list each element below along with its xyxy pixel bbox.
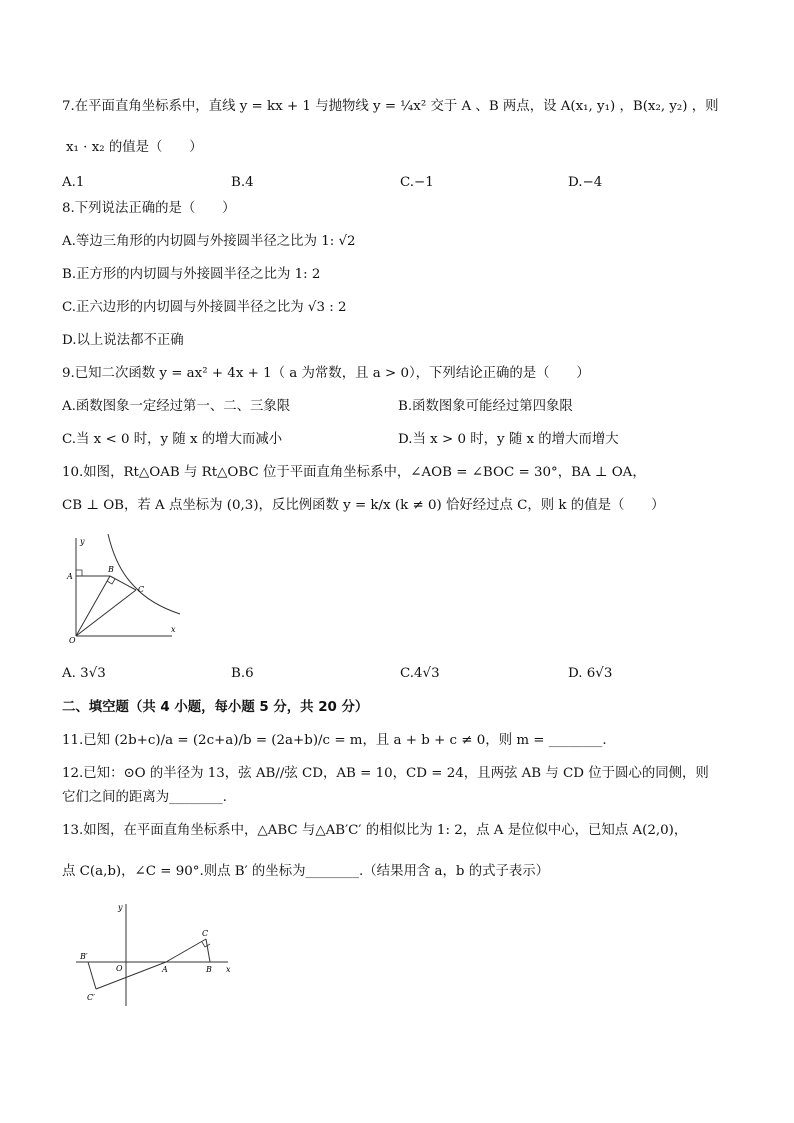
q7-option-a: A.1 — [62, 175, 85, 190]
q13-figure — [70, 898, 240, 1010]
q10-label-y: y — [80, 537, 85, 546]
q13-label-b: B — [206, 965, 212, 974]
q10-stem-line1: 10.如图，Rt△OAB 与 Rt△OBC 位于平面直角坐标系中，∠AOB = ∠BOC = 30°，BA ⊥ OA， — [62, 465, 646, 480]
q10-option-c: C.4√3 — [400, 666, 440, 681]
q13-label-o: O — [116, 964, 123, 973]
q10-label-b: B — [108, 565, 114, 574]
q13-label-c-prime: C′ — [87, 993, 95, 1002]
q10-stem-line2: CB ⊥ OB，若 A 点坐标为 (0,3)，反比例函数 y = k/x (k ≠ 0) 恰好经过点 C，则 k 的值是（ ） — [62, 498, 665, 513]
q9-option-d: D.当 x > 0 时，y 随 x 的增大而增大 — [398, 432, 619, 447]
q13-stem-line1: 13.如图，在平面直角坐标系中，△ABC 与△AB′C′ 的相似比为 1: 2，点 A 是位似中心，已知点 A(2,0)， — [62, 823, 688, 838]
section2-title: 二、填空题（共 4 小题，每小题 5 分，共 20 分） — [62, 700, 369, 715]
q10-segment-ob — [76, 576, 110, 636]
q8-option-d: D.以上说法都不正确 — [62, 333, 184, 348]
q13-label-c: C — [202, 929, 209, 938]
q9-option-c: C.当 x < 0 时，y 随 x 的增大而减小 — [62, 432, 283, 447]
q8-option-a: A.等边三角形的内切圆与外接圆半径之比为 1: √2 — [62, 234, 356, 249]
q10-label-a: A — [67, 572, 73, 581]
q10-label-c: C — [138, 585, 145, 594]
q13-segment-cb — [206, 939, 210, 962]
q10-option-b: B.6 — [231, 666, 254, 681]
q7-option-b: B.4 — [231, 175, 254, 190]
q13-stem-line2: 点 C(a,b)，∠C = 90°.则点 B′ 的坐标为________.（结果用含 a，b 的式子表示） — [62, 864, 550, 879]
q9-stem: 9.已知二次函数 y = ax² + 4x + 1（ a 为常数，且 a > 0），下列结论正确的是（ ） — [62, 366, 590, 381]
q9-option-b: B.函数图象可能经过第四象限 — [398, 399, 573, 414]
q10-hyperbola — [108, 534, 180, 614]
q10-figure — [64, 532, 190, 646]
q13-segment-ac — [166, 939, 206, 962]
q8-option-b: B.正方形的内切圆与外接圆半径之比为 1: 2 — [62, 267, 321, 282]
q7-option-c: C.−1 — [400, 175, 434, 190]
q10-segment-oc — [76, 590, 136, 636]
q10-option-d: D. 6√3 — [568, 666, 613, 681]
q13-label-b-prime: B′ — [80, 952, 88, 961]
q11-stem: 11.已知 (2b+c)/a = (2c+a)/b = (2a+b)/c = m，且 a + b + c ≠ 0，则 m = ________. — [62, 733, 607, 748]
q9-option-a: A.函数图象一定经过第一、二、三象限 — [62, 399, 291, 414]
q13-segment-cb-prime — [88, 962, 96, 989]
q13-label-a: A — [162, 965, 168, 974]
q7-option-d: D.−4 — [568, 175, 603, 190]
q10-option-a: A. 3√3 — [62, 666, 106, 681]
q8-option-c: C.正六边形的内切圆与外接圆半径之比为 √3 : 2 — [62, 300, 347, 315]
q13-right-angle-c — [202, 942, 210, 947]
q13-label-y: y — [118, 903, 123, 912]
q12-stem-line1: 12.已知：⊙O 的半径为 13，弦 AB//弦 CD，AB = 10，CD = 24，且两弦 AB 与 CD 位于圆心的同侧，则 — [62, 766, 709, 781]
q13-label-x: x — [226, 965, 231, 974]
q10-right-angle-a — [76, 570, 82, 576]
q10-label-x: x — [171, 625, 176, 634]
q10-segment-bc — [110, 576, 136, 590]
q10-label-o: O — [69, 636, 76, 645]
q7-stem-line1: 7.在平面直角坐标系中，直线 y = kx + 1 与抛物线 y = ¼x² 交于 A 、B 两点，设 A(x₁, y₁) ，B(x₂, y₂) ，则 — [62, 99, 719, 114]
q13-segment-ac-prime — [96, 962, 166, 989]
q7-stem-line2: x₁ · x₂ 的值是（ ） — [66, 140, 203, 155]
q8-stem: 8.下列说法正确的是（ ） — [62, 201, 236, 216]
q12-stem-line2: 它们之间的距离为________. — [62, 790, 227, 805]
